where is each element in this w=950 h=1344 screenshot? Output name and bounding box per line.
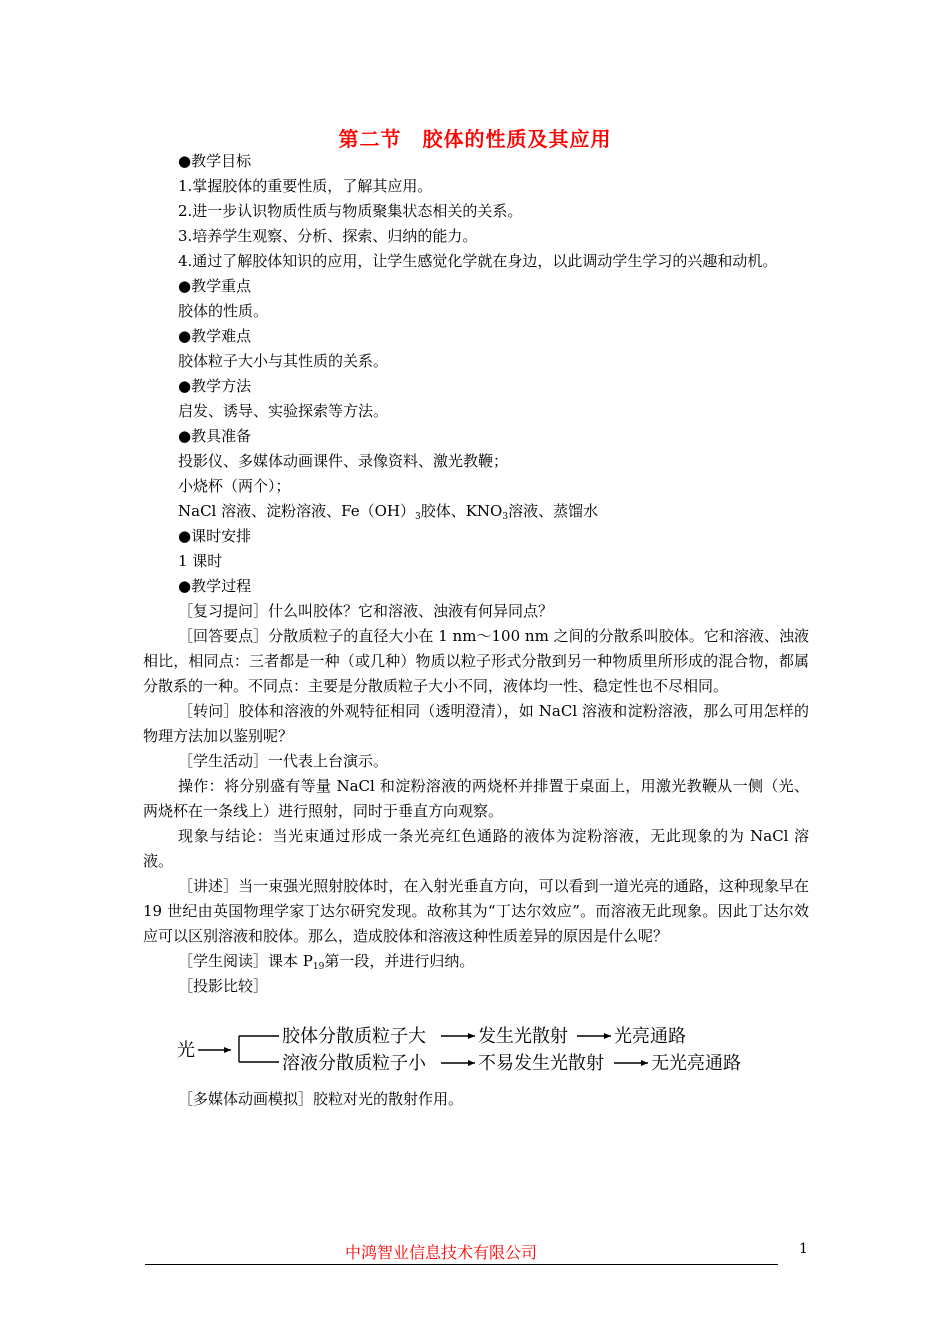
- difficulty-heading: ●教学难点: [178, 327, 252, 345]
- equipment-line: 投影仪、多媒体动画课件、录像资料、激光教鞭；: [178, 452, 509, 470]
- no-bright-path-label: 无光亮通路: [651, 1053, 741, 1074]
- page-title: 第二节 胶体的性质及其应用: [338, 127, 612, 151]
- reading-paragraph: [143, 949, 809, 974]
- colloid-particle-label: 胶体分散质粒子大: [282, 1026, 426, 1047]
- goal-item: 2.进一步认识物质性质与物质聚集状态相关的关系。: [178, 202, 523, 220]
- projection-heading: ［投影比较］: [178, 977, 269, 995]
- no-scattering-label: 不易发生光散射: [478, 1053, 604, 1074]
- goal-item: 1.掌握胶体的重要性质，了解其应用。: [178, 177, 433, 195]
- reading-text: 第一段，并进行归纳。: [324, 952, 475, 970]
- method-heading: ●教学方法: [178, 377, 252, 395]
- multimedia-paragraph: ［多媒体动画模拟］胶粒对光的散射作用。: [178, 1090, 464, 1108]
- process-heading: ●教学过程: [178, 577, 252, 595]
- subscript: 3: [414, 512, 421, 522]
- key-point-text: 胶体的性质。: [178, 302, 269, 320]
- transition-paragraph: ［转问］胶体和溶液的外观特征相同（透明澄清），如 NaCl 溶液和淀粉溶液，那么可用怎样的物理方法加以鉴别呢？: [143, 702, 809, 745]
- operation-paragraph: 操作：将分别盛有等量 NaCl 和淀粉溶液的两烧杯并排置于桌面上，用激光教鞭从一侧（光、两烧杯在一条线上）进行照射，同时于垂直方向观察。: [143, 777, 809, 820]
- subscript: 3: [502, 512, 509, 522]
- light-label: 光: [177, 1040, 195, 1061]
- light-scattering-label: 发生光散射: [478, 1026, 568, 1047]
- difficulty-text: 胶体粒子大小与其性质的关系。: [178, 352, 389, 370]
- schedule-text: 1 课时: [178, 552, 223, 570]
- subscript: 19: [312, 962, 325, 972]
- reading-text: ［学生阅读］课本 P: [178, 952, 313, 970]
- goal-item: 4.通过了解胶体知识的应用，让学生感觉化学就在身边，以此调动学生学习的兴趣和动机。: [178, 252, 778, 270]
- schedule-heading: ●课时安排: [178, 527, 252, 545]
- equipment-text: 溶液、蒸馏水: [508, 502, 599, 520]
- lecture-paragraph: ［讲述］当一束强光照射胶体时，在入射光垂直方向，可以看到一道光亮的通路，这种现象早在 19 世纪由英国物理学家丁达尔研究发现。故称其为“丁达尔效应”。而溶液无此现象。因此丁达尔效应可以区别溶液和胶体。那么，造成胶体和溶液这种性质差异的原因是什么呢？: [143, 877, 809, 945]
- solution-particle-label: 溶液分散质粒子小: [282, 1053, 426, 1074]
- footer-company: 中鸿智业信息技术有限公司: [345, 1243, 538, 1262]
- goal-item: 3.培养学生观察、分析、探索、归纳的能力。: [178, 227, 478, 245]
- activity-paragraph: ［学生活动］一代表上台演示。: [178, 752, 389, 770]
- equipment-heading: ●教具准备: [178, 427, 252, 445]
- equipment-line: 小烧杯（两个）；: [178, 477, 291, 495]
- review-question: ［复习提问］什么叫胶体？它和溶液、浊液有何异同点？: [178, 602, 554, 620]
- equipment-text: 胶体、KNO: [420, 502, 503, 520]
- equipment-text: NaCl 溶液、淀粉溶液、Fe（OH）: [178, 502, 415, 520]
- method-text: 启发、诱导、实验探索等方法。: [178, 402, 389, 420]
- equipment-line: [143, 499, 809, 524]
- comparison-diagram-svg: [143, 999, 809, 1087]
- page-number: 1: [799, 1241, 808, 1257]
- footer-rule: [145, 1264, 778, 1265]
- comparison-diagram: [143, 999, 809, 1087]
- key-point-heading: ●教学重点: [178, 277, 252, 295]
- bright-path-label: 光亮通路: [614, 1026, 686, 1047]
- goals-heading: ●教学目标: [178, 152, 252, 170]
- document-body: [143, 149, 809, 1112]
- answer-paragraph: ［回答要点］分散质粒子的直径大小在 1 nm～100 nm 之间的分散系叫胶体。它和溶液、浊液相比，相同点：三者都是一种（或几种）物质以粒子形式分散到另一种物质里所形成的混合物，都属分散系的一种。不同点：主要是分散质粒子大小不同，液体均一性、稳定性也不尽相同。: [143, 627, 809, 695]
- phenomenon-paragraph: 现象与结论：当光束通过形成一条光亮红色通路的液体为淀粉溶液，无此现象的为 NaCl 溶液。: [143, 827, 809, 870]
